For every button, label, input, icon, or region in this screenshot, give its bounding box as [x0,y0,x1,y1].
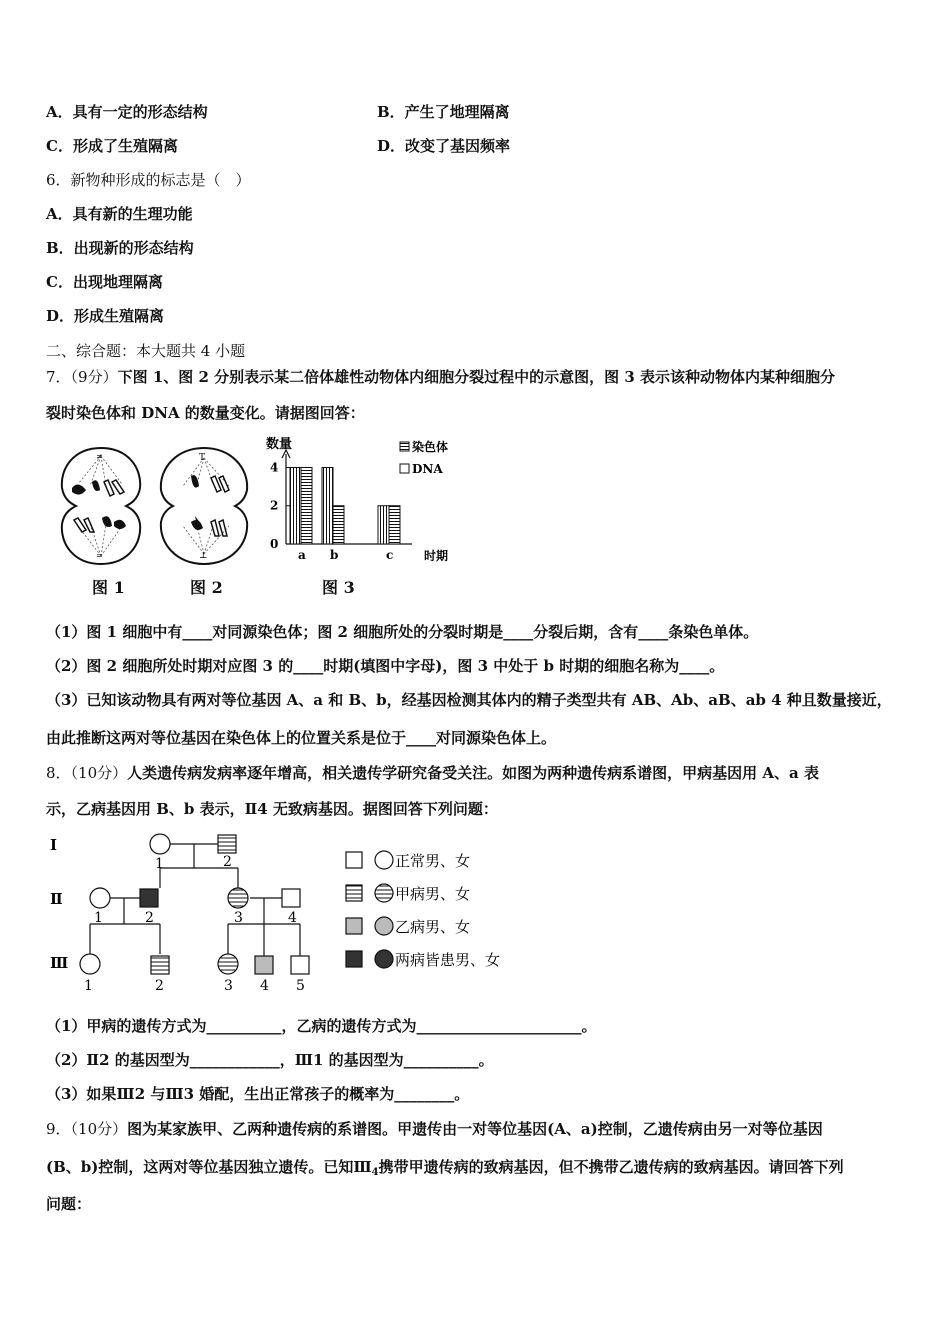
id-III-5: 5 [296,978,305,994]
pedigree-III2-male-disease-a [151,956,169,974]
id-III-4: 4 [260,978,269,994]
pedigree-I1-female-normal [150,834,170,854]
figure-3-chart [262,436,472,570]
q5-option-b: B．产生了地理隔离 [377,103,510,121]
q9-number: 9．（10分） [46,1120,128,1138]
q8-stem-line2: 示，乙病基因用 B、b 表示，Ⅱ4 无致病基因。据图回答下列问题： [46,800,498,818]
legend-disease-a-male [346,885,362,901]
bar-dna-c [389,506,400,544]
legend-normal-female [375,851,393,869]
id-III-3: 3 [224,978,233,994]
id-I-2: 2 [223,854,232,870]
legend-swatch-chromosome [400,442,409,451]
figure-2-cell [157,446,251,566]
chart-y-tick-label: 2 [270,498,279,513]
pedigree-III3-female-disease-a [218,954,238,974]
bar-chromosome-a [290,467,301,544]
q8-number: 8．（10分） [46,764,128,782]
pedigree-legend [346,851,500,969]
pedigree-III5-male-normal [291,956,309,974]
pedigree-I2-male-disease-a [218,835,236,853]
chart-category-label: b [330,548,339,562]
pedigree-II3-female-disease-a [228,888,248,908]
q9-text-2-sub: 4 [371,1167,379,1178]
pedigree-III4-male-disease-b [255,956,273,974]
gen-label-3: Ⅲ [50,954,69,972]
q5-option-d: D．改变了基因频率 [377,137,511,155]
bar-chromosome-b [322,467,333,544]
figure-1-label: 图 1 [92,578,125,597]
legend-disease-b-male [346,918,362,934]
id-III-1: 1 [84,978,93,994]
legend-label-dna: DNA [412,462,443,476]
svg-text:≠: ≠ [96,452,103,461]
q8-stem-line1 [46,763,819,783]
q7-number: 7．（9分） [46,368,118,386]
chart-y-tick-label: 4 [270,460,279,475]
q9-stem-line1 [46,1119,823,1139]
pedigree-chart [44,828,524,996]
q9-stem-line3: 问题： [46,1195,92,1213]
chart-legend [400,439,448,476]
q5-option-c: C．形成了生殖隔离 [46,137,178,155]
q9-text-1: 图为某家族甲、乙两种遗传病的系谱图。甲遗传由一对等位基因(A、a)控制，乙遗传病由另一对等位基因 [127,1120,823,1138]
q9-text-2a: (B、b)控制，这两对等位基因独立遗传。已知Ⅲ [46,1158,372,1176]
pedigree-II2-male-both [140,889,158,907]
q6-option-b: B．出现新的形态结构 [46,239,194,257]
q8-sub1: （1）甲病的遗传方式为__________，乙病的遗传方式为______________________。 [46,1017,597,1035]
q6-option-a: A．具有新的生理功能 [46,205,193,223]
q9-text-2b: 携带甲遗传病的致病基因，但不携带乙遗传病的致病基因。请回答下列 [378,1158,844,1176]
q7-stem-line2: 裂时染色体和 DNA 的数量变化。请据图回答： [46,404,365,422]
bar-dna-b [333,506,344,544]
legend-both-label: 两病皆患男、女 [395,951,501,969]
id-II-1: 1 [94,910,103,926]
svg-text:=: = [96,551,103,560]
legend-swatch-dna [400,464,409,473]
q6-option-d: D．形成生殖隔离 [46,307,165,325]
pedigree-II1-female-normal [90,888,110,908]
svg-text:T: T [199,453,206,463]
q6-option-c: C．出现地理隔离 [46,273,163,291]
q8-sub2: （2）Ⅱ2 的基因型为____________，Ⅲ1 的基因型为__________。 [46,1051,494,1069]
chart-category-label: c [386,548,394,562]
q7-sub3-line2: 由此推断这两对等位基因在染色体上的位置关系是位于____对同源染色体上。 [46,729,557,747]
gen-label-2: Ⅱ [50,890,63,908]
id-II-4: 4 [288,910,297,926]
figure-1-cell [58,446,144,566]
legend-normal-male [346,852,362,868]
q6-stem: 6．新物种形成的标志是（ ） [46,171,251,189]
gen-label-1: Ⅰ [50,836,58,854]
id-II-3: 3 [234,910,243,926]
section-2-heading: 二、综合题：本大题共 4 小题 [46,342,246,360]
legend-both-female [375,950,393,968]
q5-option-a: A．具有一定的形态结构 [46,103,208,121]
q7-text-1: 下图 1、图 2 分别表示某二倍体雄性动物体内细胞分裂过程中的示意图，图 3 表示该种动物体内某种细胞分 [117,368,836,386]
id-I-1: 1 [155,856,164,872]
chart-y-tick-label: 0 [270,537,279,551]
id-III-2: 2 [155,978,164,994]
q7-sub2: （2）图 2 细胞所处时期对应图 3 的____时期(填图中字母)，图 3 中处于 b 时期的细胞名称为____。 [46,657,725,675]
q7-sub1: （1）图 1 细胞中有____对同源染色体；图 2 细胞所处的分裂时期是____分裂后期，含有____条染色单体。 [46,623,759,641]
figure-3-label: 图 3 [322,578,355,597]
q9-stem-line2 [46,1157,844,1183]
legend-disease-b-female [375,917,393,935]
id-II-2: 2 [145,910,154,926]
bar-chromosome-c [378,506,389,544]
pedigree-II4-male-normal [282,889,300,907]
legend-disease-a-female [375,884,393,902]
legend-disease-a-label: 甲病男、女 [395,885,471,903]
figure-2-label: 图 2 [190,578,223,597]
q8-sub3: （3）如果Ⅲ2 与Ⅲ3 婚配，生出正常孩子的概率为________。 [46,1085,470,1103]
q8-text-1: 人类遗传病发病率逐年增高，相关遗传学研究备受关注。如图为两种遗传病系谱图，甲病基因用 A、a 表 [127,764,819,782]
legend-disease-b-label: 乙病男、女 [395,918,471,936]
chart-x-label: 时期 [424,549,449,563]
chart-y-label: 数量 [266,437,293,452]
chart-category-label: a [298,548,306,562]
legend-label-chromosome: 染色体 [412,440,449,454]
legend-normal-label: 正常男、女 [395,852,471,870]
legend-both-male [346,951,362,967]
q7-sub3-line1: （3）已知该动物具有两对等位基因 A、a 和 B、b，经基因检测其体内的精子类型共有 AB、Ab、aB、ab 4 种且数量接近， [46,691,892,709]
svg-text:⊥: ⊥ [199,551,208,561]
pedigree-III1-female-normal [80,954,100,974]
q7-stem-line1 [46,367,835,387]
bar-dna-a [301,467,312,544]
